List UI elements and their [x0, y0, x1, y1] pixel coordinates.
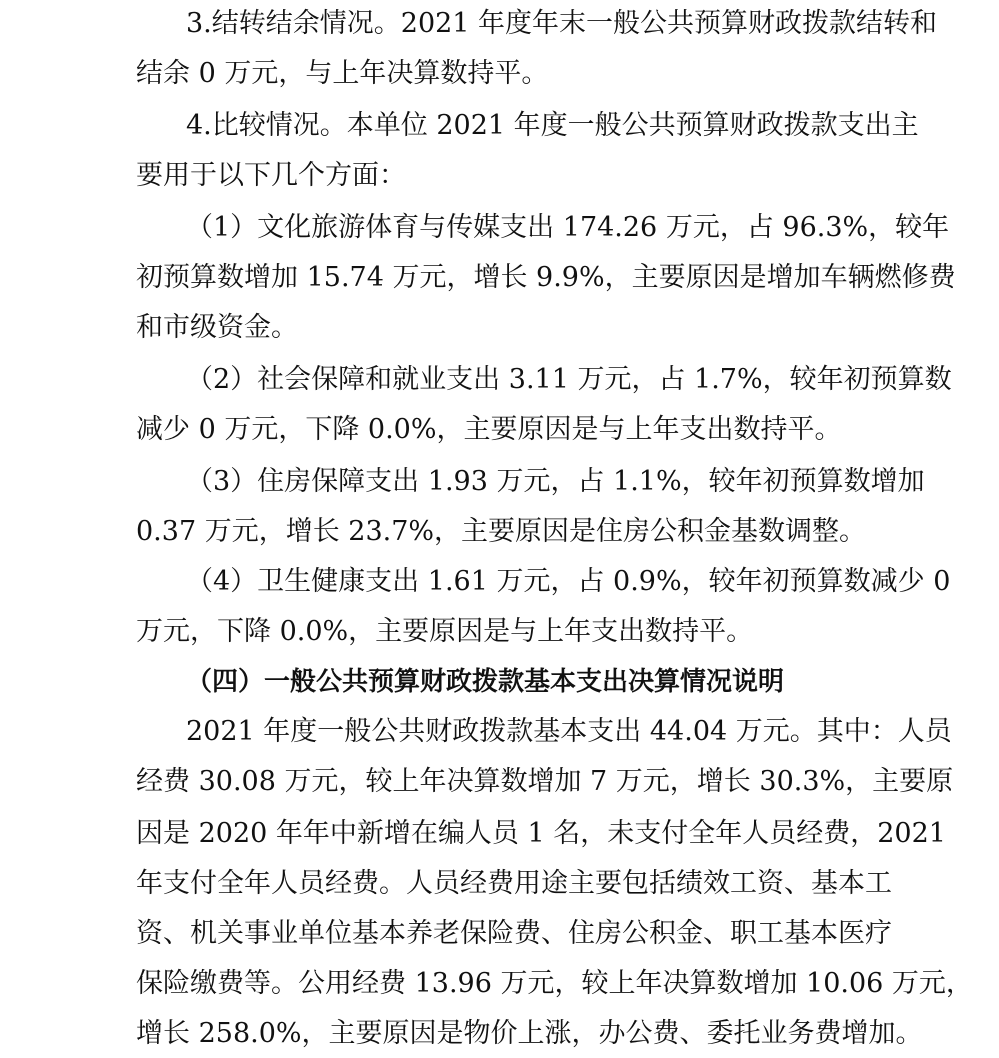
text-line-11: 0.37 万元，增长 23.7%，主要原因是住房公积金基数调整。	[136, 516, 867, 547]
text-line-12: （4）卫生健康支出 1.61 万元，占 0.9%，较年初预算数减少 0	[186, 566, 951, 597]
text-line-13: 万元，下降 0.0%，主要原因是与上年支出数持平。	[136, 616, 754, 647]
text-line-16: 经费 30.08 万元，较上年决算数增加 7 万元，增长 30.3%，主要原	[136, 766, 954, 797]
text-line-20: 保险缴费等。公用经费 13.96 万元，较上年决算数增加 10.06 万元，	[136, 968, 973, 999]
text-line-3: 4.比较情况。本单位 2021 年度一般公共预算财政拨款支出主	[186, 110, 919, 141]
text-line-10: （3）住房保障支出 1.93 万元，占 1.1%，较年初预算数增加	[186, 466, 925, 497]
text-line-7: 和市级资金。	[136, 312, 298, 343]
text-line-21: 增长 258.0%，主要原因是物价上涨，办公费、委托业务费增加。	[136, 1018, 923, 1049]
text-line-9: 减少 0 万元，下降 0.0%，主要原因是与上年支出数持平。	[136, 414, 842, 445]
text-line-4: 要用于以下几个方面：	[136, 160, 406, 191]
text-line-15: 2021 年度一般公共财政拨款基本支出 44.04 万元。其中：人员	[186, 716, 952, 747]
text-line-2: 结余 0 万元，与上年决算数持平。	[136, 58, 549, 89]
text-line-18: 年支付全年人员经费。人员经费用途主要包括绩效工资、基本工	[136, 868, 892, 899]
text-line-8: （2）社会保障和就业支出 3.11 万元，占 1.7%，较年初预算数	[186, 364, 952, 395]
text-line-1: 3.结转结余情况。2021 年度年末一般公共预算财政拨款结转和	[186, 8, 938, 39]
text-line-17: 因是 2020 年年中新增在编人员 1 名，未支付全年人员经费，2021	[136, 818, 946, 849]
text-line-5: （1）文化旅游体育与传媒支出 174.26 万元，占 96.3%，较年	[186, 212, 950, 243]
text-line-19: 资、机关事业单位基本养老保险费、住房公积金、职工基本医疗	[136, 918, 892, 949]
text-line-6: 初预算数增加 15.74 万元，增长 9.9%，主要原因是增加车辆燃修费	[136, 262, 956, 293]
section-heading: （四）一般公共预算财政拨款基本支出决算情况说明	[186, 667, 785, 697]
